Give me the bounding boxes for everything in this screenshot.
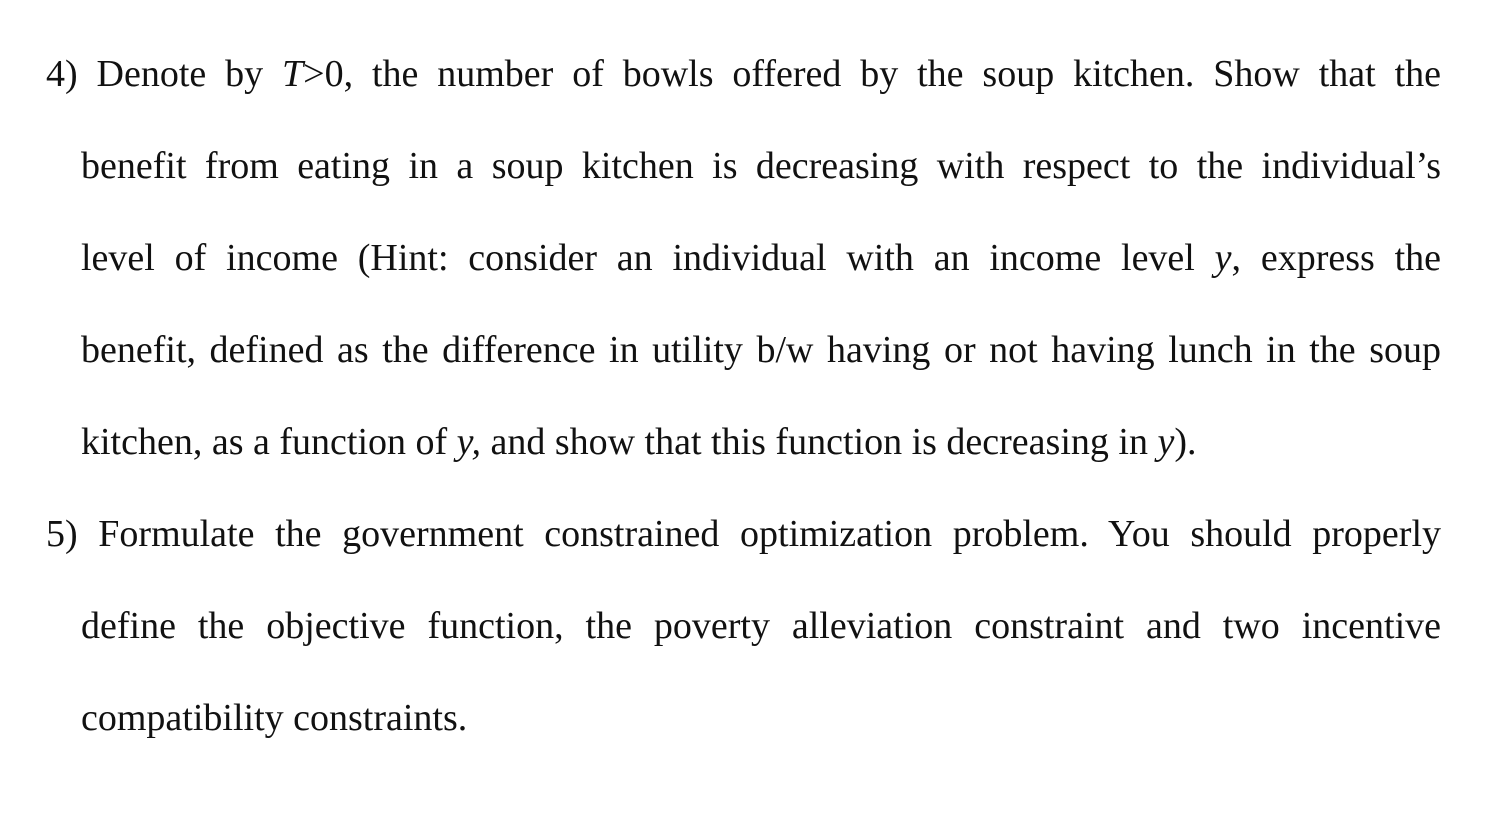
variable-y: y, xyxy=(456,421,481,463)
variable-y: y xyxy=(1157,421,1175,463)
question-4-line-1: 4) Denote by T>0, the number of bowls offered by the soup kitchen. Show that the xyxy=(46,53,1442,95)
variable-y: y xyxy=(1214,237,1232,279)
question-5-line-2: define the objective function, the poverty alleviation constraint and two incentive xyxy=(81,605,1441,647)
question-4-line-3: level of income (Hint: consider an individual with an income level y, express the xyxy=(81,237,1442,279)
question-4-line-2: benefit from eating in a soup kitchen is decreasing with respect to the individual’s xyxy=(81,145,1441,187)
question-5-number: 5) xyxy=(46,513,78,555)
question-4-line-4: benefit, defined as the difference in utility b/w having or not having lunch in the soup xyxy=(81,329,1441,371)
question-4-number: 4) xyxy=(46,53,78,95)
question-5-line-1: 5) Formulate the government constrained optimization problem. You should properly xyxy=(46,513,1442,555)
variable-T: T xyxy=(282,53,304,95)
question-4-line-5: kitchen, as a function of y, and show that this function is decreasing in y). xyxy=(81,421,1197,463)
question-5-line-3: compatibility constraints. xyxy=(81,697,468,739)
